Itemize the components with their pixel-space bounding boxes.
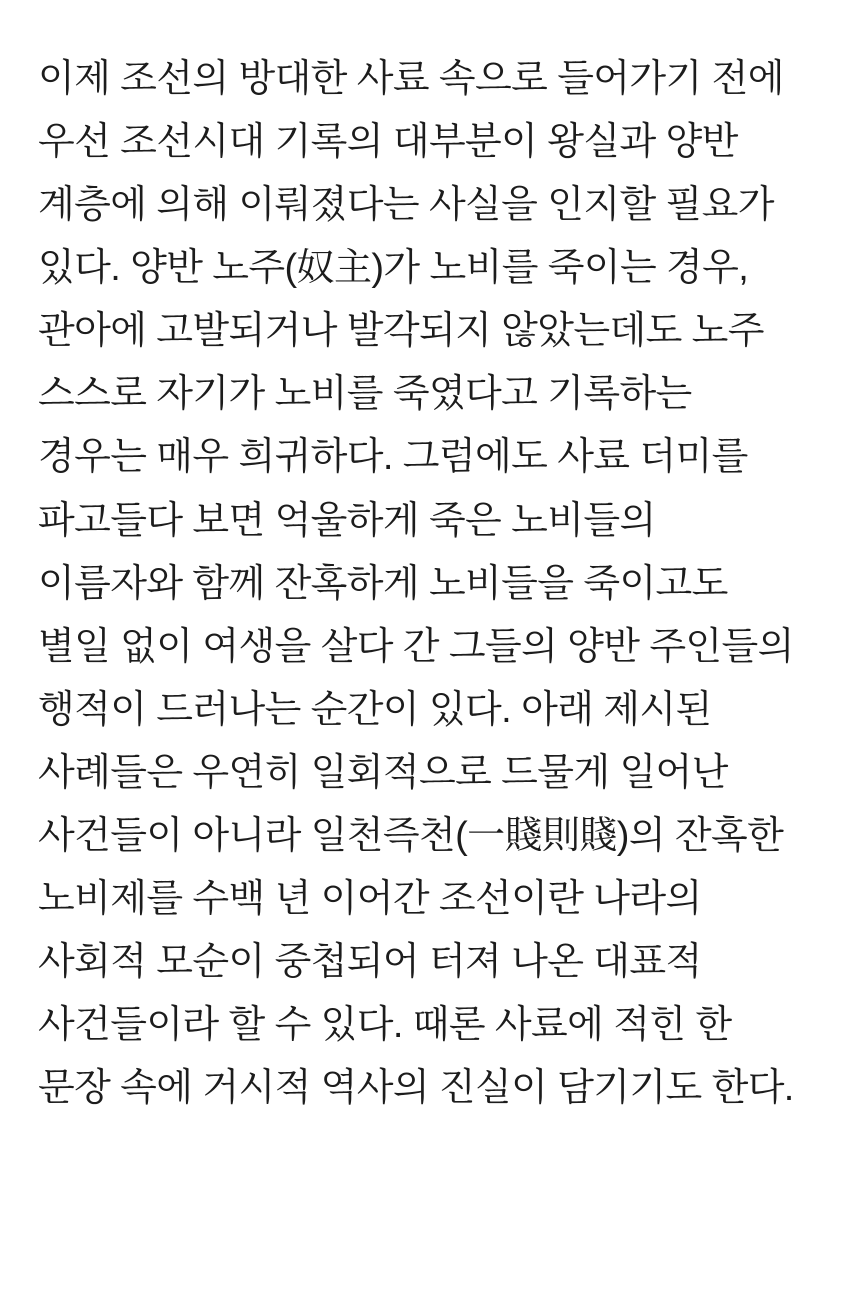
body-paragraph: 이제 조선의 방대한 사료 속으로 들어가기 전에 우선 조선시대 기록의 대부분이 왕실과 양반 계층에 의해 이뤄졌다는 사실을 인지할 필요가 있다. 양반 노주(奴主)가 노비를 죽이는 경우, 관아에 고발되거나 발각되지 않았는데도 노주 스스로 자기가 노비를 죽였다고 기록하는 경우는 매우 희귀하다. 그럼에도 사료 더미를 파고들다 보면 억울하게 죽은 노비들의 이름자와 함께 잔혹하게 노비들을 죽이고도 별일 없이 여생을 살다 간 그들의 양반 주인들의 행적이 드러나는 순간이 있다. 아래 제시된 사례들은 우연히 일회적으로 드물게 일어난 사건들이 아니라 일천즉천(一賤則賤)의 잔혹한 노비제를 수백 년 이어간 조선이란 나라의 사회적 모순이 중첩되어 터져 나온 대표적 사건들이라 할 수 있다. 때론 사료에 적힌 한 문장 속에 거시적 역사의 진실이 담기기도 한다. <box>38 58 804 1110</box>
